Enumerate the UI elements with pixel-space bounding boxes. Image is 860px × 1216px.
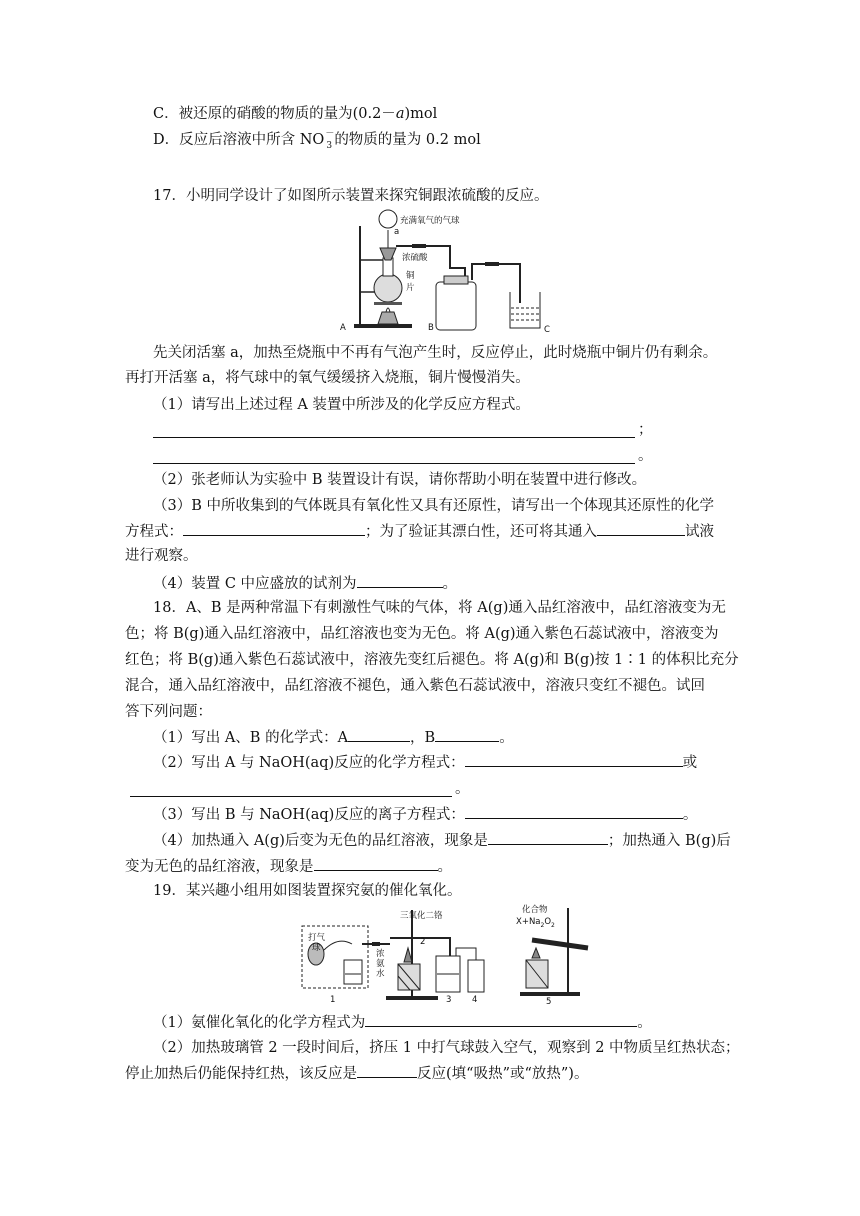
option-c-var: a [395,106,405,122]
option-c-text: C．被还原的硝酸的物质的量为(0.2－ [153,106,396,122]
q18-part4-mid: ；加热通入 B(g)后 [607,833,731,849]
q17-stem: 17．小明同学设计了如图所示装置来探究铜跟浓硫酸的反应。 [153,188,549,204]
q17-part3-mid: ；为了验证其漂白性，还可将其通入 [365,524,597,540]
q17-blank-reagent [597,521,685,536]
q18-blank-phenomenon-b [314,856,438,871]
q17-desc-line2: 再打开活塞 a，将气球中的氧气缓缓挤入烧瓶，铜片慢慢消失。 [125,370,530,386]
q18-part3-period: 。 [682,807,698,823]
label-ammonia-2: 氨 [376,959,385,969]
q19-apparatus-figure [300,900,600,1006]
q18-part2 [153,752,697,773]
q17-part3-line2 [125,521,714,542]
option-c-unit: )mol [404,106,438,122]
q18-part2-period: 。 [455,781,470,797]
q17-blank-c-reagent [357,573,443,588]
nitrate-ion [324,129,335,151]
option-d-text: D．反应后溶液中所含 NO [153,132,325,148]
q18-stem-line1: 18．A、B 是两种常温下有刺激性气味的气体，将 A(g)通入品红溶液中，品红溶液变为无 [153,600,726,616]
label-oxygen-balloon: 充满氧气的气球 [400,216,460,226]
q17-part3-prefix: 方程式： [125,524,183,540]
q17-answer-line1 [153,436,635,438]
q17-period: 。 [638,448,653,464]
q18-part4b-text: 变为无色的品红溶液，现象是 [125,859,314,875]
label-num-4: 4 [472,995,478,1005]
q17-desc-line1: 先关闭活塞 a，加热至烧瓶中不再有气泡产生时，反应停止，此时烧瓶中铜片仍有剩余。 [153,345,718,361]
q18-part3-text: （3）写出 B 与 NaOH(aq)反应的离子方程式： [153,807,465,823]
q18-part4b-period: 。 [437,859,452,875]
q18-part4-text: （4）加热通入 A(g)后变为无色的品红溶液，现象是 [153,833,488,849]
label-compound-1: 化合物 [522,905,548,915]
label-copper-1: 铜 [406,271,415,281]
option-d-rest: 的物质的量为 0.2 mol [334,132,481,148]
label-apparatus-c: C [544,325,550,334]
label-pump-2: 球 [312,943,321,953]
q18-stem-line2: 色；将 B(g)通入品红溶液中，品红溶液也变为无色。将 A(g)通入紫色石蕊试液中，溶液变为 [125,626,719,642]
q17-part2: （2）张老师认为实验中 B 装置设计有误，请你帮助小明在装置中进行修改。 [153,472,647,488]
q17-answer-line2 [153,462,635,464]
q19-stem: 19．某兴趣小组用如图装置探究氨的催化氧化。 [153,883,462,899]
q18-part1-period: 。 [499,730,514,746]
q18-part3 [153,804,697,825]
q18-stem-line5: 答下列问题： [125,704,212,720]
q18-part2-text: （2）写出 A 与 NaOH(aq)反应的化学方程式： [153,755,465,771]
q17-part4-period: 。 [442,576,458,592]
label-pump-1: 打气 [308,933,326,943]
label-apparatus-b: B [428,323,434,333]
label-conc-sulfuric-acid: 浓硫酸 [402,253,428,263]
q18-blank-a [348,727,410,742]
label-compound-2: $X+Na_2O_2$ [516,917,555,929]
q17-part4-text: （4）装置 C 中应盛放的试剂为 [153,576,357,592]
q17-part3-line3: 进行观察。 [125,548,198,564]
label-ammonia-3: 水 [376,969,385,979]
q17-blank-equation [183,521,365,536]
q19-part1-period: 。 [637,1015,652,1031]
label-num-5: 5 [546,997,552,1006]
nitrate-charge: － [325,129,335,139]
q17-part1: （1）请写出上述过程 A 装置中所涉及的化学反应方程式。 [153,397,530,413]
label-valve-a: a [394,227,400,237]
label-ammonia-1: 浓 [376,949,385,959]
q19-part2-line1: （2）加热玻璃管 2 一段时间后，挤压 1 中打气球鼓入空气，观察到 2 中物质呈红热状态； [153,1040,740,1056]
label-chromium-oxide: 三氧化二铬 [400,911,443,921]
q18-part1-mid: ，B [410,730,436,746]
label-num-1: 1 [330,995,336,1005]
q18-part4-line2 [125,856,452,877]
q18-blank-phenomenon-a [488,830,608,845]
q18-part1-text: （1）写出 A、B 的化学式：A [153,730,349,746]
nitrate-subscript: 3 [326,141,333,151]
q19-part1 [153,1012,652,1033]
label-num-3: 3 [446,995,452,1005]
q17-semicolon: ； [638,422,653,438]
q17-part3-suffix: 试液 [685,524,714,540]
q18-stem-line4: 混合，通入品红溶液中，品红溶液不褪色，通入紫色石蕊试液中，溶液只变红不褪色。试回 [125,678,705,694]
q18-blank-eq1 [465,752,683,767]
q19-part2-text: 停止加热后仍能保持红热，该反应是 [125,1066,357,1082]
q18-stem-line3: 红色；将 B(g)通入紫色石蕊试液中，溶液先变红后褪色。将 A(g)和 B(g)按 1∶1 的体积比充分 [125,652,739,668]
option-d [153,130,481,150]
label-apparatus-a: A [340,323,346,333]
label-num-2: 2 [420,937,426,947]
option-c [153,104,437,124]
q17-part3-line1: （3）B 中所收集到的气体既具有氧化性又具有还原性，请写出一个体现其还原性的化学 [153,498,714,514]
q18-part2-or: 或 [682,755,698,771]
q19-blank-equation [365,1012,637,1027]
q19-part2-line2 [125,1063,588,1084]
q18-blank-eq2 [130,795,452,797]
q18-blank-ionic-eq [465,804,683,819]
q17-part4 [153,573,457,594]
q19-part1-text: （1）氨催化氧化的化学方程式为 [153,1015,366,1031]
q18-part1 [153,727,514,748]
q19-blank-heat [357,1063,417,1078]
q19-part2-suffix: 反应(填“吸热”或“放热”)。 [417,1066,589,1082]
q17-apparatus-figure [330,208,570,334]
label-copper-2: 片 [406,283,415,293]
q18-part4 [153,830,731,851]
q18-blank-b [435,727,499,742]
